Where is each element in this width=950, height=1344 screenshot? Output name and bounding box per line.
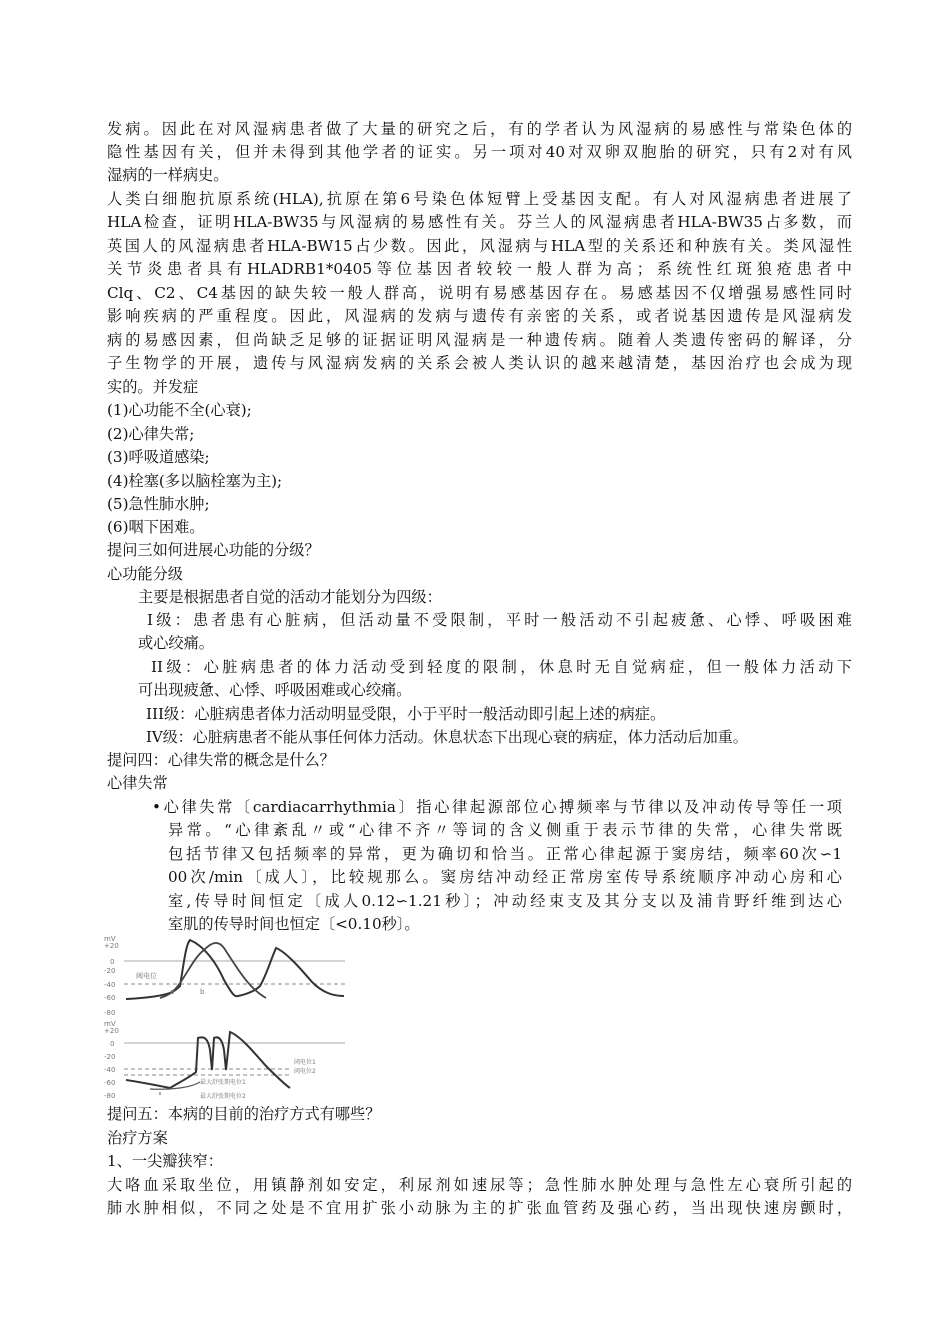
intro-line: 关节炎患者具有HLADRB1*0405等位基因者较较一般人群为高；系统性红斑狼疮患者中	[107, 260, 852, 278]
complication-item: (6)咽下困难。	[107, 518, 205, 536]
question-3: 提问三如何进展心功能的分级？	[107, 541, 320, 559]
top-tick: -80	[104, 1009, 116, 1017]
treatment-heading: 治疗方案	[107, 1129, 168, 1147]
intro-line: 发病。因此在对风湿病患者做了大量的研究之后，有的学者认为风湿病的易感性与常染色体的	[107, 120, 852, 138]
top-wave-trace-1	[126, 940, 344, 999]
intro-line: Clq、C2、C4基因的缺失较一般人群高，说明有易感基因存在。易感基因不仅增强易感性同时	[107, 284, 852, 302]
grade-lead: 主要是根据患者自觉的活动才能划分为四级：	[138, 588, 442, 606]
grade-3-line: III级：心脏病患者体力活动明显受限，小于平时一般活动即引起上述的病症。	[146, 705, 666, 723]
intro-line: 实的。并发症	[107, 378, 199, 396]
arrhythmia-bullet-line: 异常。“心律紊乱〃或“心律不齐〃等词的含义侧重于表示节律的失常，心律失常既	[168, 821, 842, 839]
bottom-diastolic-label-2: 最大舒张期电位2	[200, 1093, 246, 1100]
grade-2-line: 可出现疲惫、心悸、呼吸困难或心绞痛。	[138, 681, 412, 699]
grade-4-line: IV级：心脏病患者不能从事任何体力活动。休息状态下出现心衰的病症，体力活动后加重。	[146, 728, 748, 746]
top-units-label: mV	[104, 935, 116, 943]
bottom-tick: +20	[104, 1027, 119, 1035]
treatment-text-line: 肺水肿相似，不同之处是不宜用扩张小动脉为主的扩张血管药及强心药，当出现快速房颤时，	[107, 1199, 852, 1217]
complication-item: (1)心功能不全(心衰);	[107, 401, 252, 419]
grade-1-line: 或心绞痛。	[138, 634, 214, 652]
top-tick: +20	[104, 942, 119, 950]
intro-line: 病的易感因素，但尚缺乏足够的证据证明风湿病是一种遗传病。随着人类遗传密码的解译，分	[107, 331, 852, 349]
grade-2-line: II级：心脏病患者的体力活动受到轻度的限制，休息时无自觉病症，但一般体力活动下	[151, 658, 852, 676]
top-threshold-label: 阈电位	[136, 972, 157, 980]
intro-line: 影响疾病的严重程度。因此，风湿病的发病与遗传有亲密的关系，或者说基因遗传是风湿病发	[107, 307, 852, 325]
complication-item: (4)栓塞(多以脑栓塞为主);	[107, 472, 283, 490]
question-4: 提问四：心律失常的概念是什么？	[107, 751, 335, 769]
arrhythmia-heading: 心律失常	[107, 774, 168, 792]
arrhythmia-bullet-line: 室肌的传导时间也恒定〔<0.10秒〕。	[168, 915, 420, 933]
complication-item: (2)心律失常;	[107, 425, 195, 443]
treatment-text-line: 大咯血采取坐位，用镇静剂如安定，利尿剂如速尿等；急性肺水肿处理与急性左心衰所引起的	[107, 1176, 852, 1194]
arrhythmia-bullet-line: •心律失常〔cardiacarrhythmia〕指心律起源部位心搏频率与节律以及冲动传导等任一项	[152, 798, 842, 816]
intro-line: 子生物学的开展，遗传与风湿病发病的关系会被人类认识的越来越清楚，基因治疗也会成为现	[107, 354, 852, 372]
arrhythmia-bullet-line: 包括节律又包括频率的异常，更为确切和恰当。正常心律起源于窦房结，频率60次∽1	[168, 845, 842, 863]
top-tick: -20	[104, 967, 116, 975]
arrhythmia-bullet-line: 00次/min〔成人〕，比较规那么。窦房结冲动经正常房室传导系统顺序冲动心房和心	[168, 868, 842, 886]
bottom-tick: -60	[104, 1079, 116, 1087]
intro-line: HLA检查，证明HLA-BW35与风湿病的易感性有关。芬兰人的风湿病患者HLA-BW35占多数，而	[107, 213, 852, 231]
bottom-diastolic-label-1: 最大舒张期电位1	[200, 1079, 246, 1086]
bottom-tick: -20	[104, 1053, 116, 1061]
bottom-tick: -80	[104, 1092, 116, 1100]
intro-line: 英国人的风湿病患者HLA-BW15占少数。因此，风湿病与HLA型的关系还和种族有关。类风湿性	[107, 237, 852, 255]
intro-line: 湿病的一样病史。	[107, 166, 229, 184]
top-tick: 0	[110, 958, 115, 966]
top-mark-b: b	[200, 988, 205, 996]
treatment-item-1: 1、一尖瓣狭窄：	[107, 1152, 223, 1170]
heart-function-heading: 心功能分级	[107, 565, 183, 583]
bottom-units-label: mV	[104, 1020, 116, 1028]
arrhythmia-bullet-line: 室,传导时间恒定〔成人0.12∽1.21秒〕；冲动经束支及其分支以及浦肯野纤维到达心	[168, 892, 842, 910]
top-tick: -40	[104, 981, 116, 989]
top-mark-a: a	[170, 988, 175, 996]
question-5: 提问五：本病的目前的治疗方式有哪些？	[107, 1105, 381, 1123]
intro-line: 隐性基因有关，但并未得到其他学者的证实。另一项对40对双卵双胞胎的研究，只有2对有风	[107, 143, 852, 161]
bottom-tick: 0	[110, 1040, 115, 1048]
grade-1-line: I级：患者患有心脏病，但活动量不受限制，平时一般活动不引起疲惫、心悸、呼吸困难	[147, 611, 852, 629]
bottom-threshold-label-2: 阈电位2	[294, 1068, 316, 1075]
intro-line: 人类白细胞抗原系统(HLA),抗原在第6号染色体短臂上受基因支配。有人对风湿病患者进展了	[107, 190, 852, 208]
complication-item: (5)急性肺水肿;	[107, 495, 210, 513]
bottom-tick: -40	[104, 1066, 116, 1074]
top-tick: -60	[104, 994, 116, 1002]
bottom-threshold-label-1: 阈电位1	[294, 1059, 316, 1066]
complication-item: (3)呼吸道感染;	[107, 448, 210, 466]
action-potential-figure	[100, 932, 350, 1102]
